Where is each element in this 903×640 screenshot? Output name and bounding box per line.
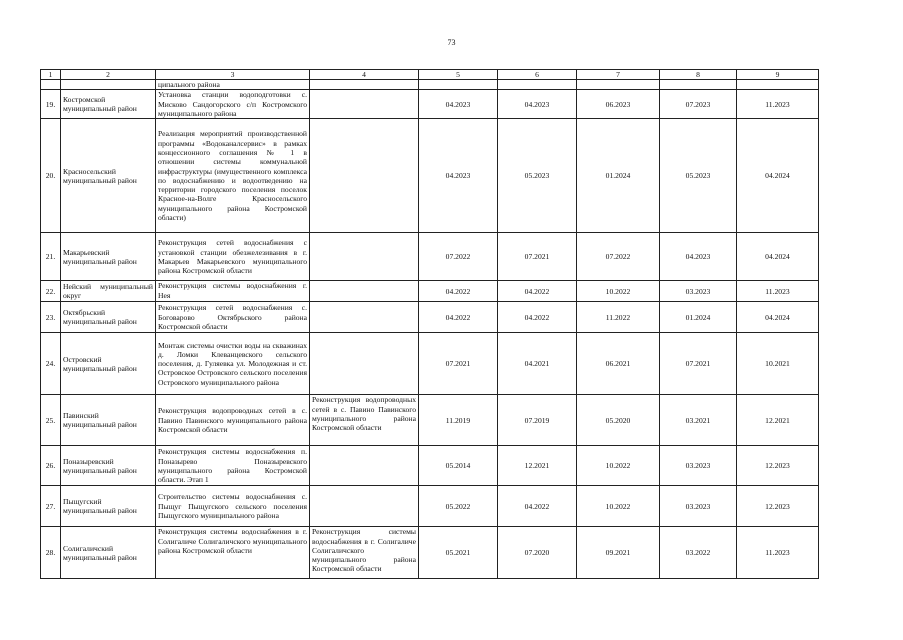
date-col7: 09.2021 bbox=[577, 527, 660, 579]
date-col5: 11.2019 bbox=[419, 395, 498, 446]
table-row bbox=[41, 446, 819, 486]
date-col8: 01.2024 bbox=[660, 302, 737, 333]
district-name: Пыщугский муниципальный район bbox=[61, 486, 156, 527]
date-col6: 07.2021 bbox=[498, 233, 577, 281]
project-description: Реконструкция системы водоснабжения п. Поназырево Поназыревского муниципального района Костромской области. Этап 1 bbox=[156, 446, 310, 486]
project-detail bbox=[310, 333, 419, 395]
district-name: Павинский муниципальный район bbox=[61, 395, 156, 446]
project-detail bbox=[310, 281, 419, 302]
date-col5: 07.2021 bbox=[419, 333, 498, 395]
date-col9: 04.2024 bbox=[737, 233, 819, 281]
project-description: Реконструкция водопроводных сетей в с. Павино Павинского муниципального района Костромской области bbox=[156, 395, 310, 446]
date-col8: 03.2021 bbox=[660, 395, 737, 446]
table-row bbox=[41, 395, 819, 446]
project-description: Реконструкция системы водоснабжения г. Нея bbox=[156, 281, 310, 302]
project-description: Реконструкция сетей водоснабжения с. Боговарово Октябрьского района Костромской области bbox=[156, 302, 310, 333]
column-header: 5 bbox=[419, 70, 498, 80]
project-detail: Реконструкция системы водоснабжения в г. Солигаличе Солигаличского муниципального района Костромской области bbox=[310, 527, 419, 579]
project-description: Реконструкция сетей водоснабжения с установкой станции обезжелезивания в г. Макарьев Макарьевского муниципального района Костромской области bbox=[156, 233, 310, 281]
district-name: Костромской муниципальный район bbox=[61, 90, 156, 119]
date-col7: 06.2023 bbox=[577, 90, 660, 119]
date-col5: 05.2022 bbox=[419, 486, 498, 527]
project-detail bbox=[310, 302, 419, 333]
date-col8: 04.2023 bbox=[660, 233, 737, 281]
date-col6: 04.2022 bbox=[498, 302, 577, 333]
date-col5: 04.2022 bbox=[419, 281, 498, 302]
project-description: Строительство системы водоснабжения с. Пыщуг Пыщугского сельского поселения Пыщугского муниципального района bbox=[156, 486, 310, 527]
page-number: 73 bbox=[447, 38, 456, 47]
date-col8: 07.2023 bbox=[660, 90, 737, 119]
district-name: Макарьевский муниципальный район bbox=[61, 233, 156, 281]
date-col6: 12.2021 bbox=[498, 446, 577, 486]
table-row bbox=[41, 527, 819, 579]
row-number: 20. bbox=[41, 119, 61, 233]
date-col6: 05.2023 bbox=[498, 119, 577, 233]
project-description: Установка станции водоподготовки с. Мисково Сандогорского с/п Костромского муниципального района bbox=[156, 90, 310, 119]
date-col9: 12.2021 bbox=[737, 395, 819, 446]
column-header: 9 bbox=[737, 70, 819, 80]
date-col8: 03.2022 bbox=[660, 527, 737, 579]
row-number: 27. bbox=[41, 486, 61, 527]
project-detail bbox=[310, 90, 419, 119]
date-col9: 12.2023 bbox=[737, 446, 819, 486]
district-name: Нейский муниципальный округ bbox=[61, 281, 156, 302]
date-col7: 10.2022 bbox=[577, 281, 660, 302]
date-col7: 06.2021 bbox=[577, 333, 660, 395]
row-number: 22. bbox=[41, 281, 61, 302]
column-header: 1 bbox=[41, 70, 61, 80]
date-col5: 04.2023 bbox=[419, 119, 498, 233]
table-row bbox=[41, 281, 819, 302]
table-row bbox=[41, 233, 819, 281]
column-header: 3 bbox=[156, 70, 310, 80]
table-row bbox=[41, 119, 819, 233]
date-col6: 04.2022 bbox=[498, 486, 577, 527]
row-number: 26. bbox=[41, 446, 61, 486]
row-number: 24. bbox=[41, 333, 61, 395]
table-row bbox=[41, 486, 819, 527]
date-col9: 11.2023 bbox=[737, 527, 819, 579]
project-detail bbox=[310, 486, 419, 527]
date-col8: 03.2023 bbox=[660, 446, 737, 486]
district-name: Поназыревский муниципальный район bbox=[61, 446, 156, 486]
column-header: 7 bbox=[577, 70, 660, 80]
row-number: 25. bbox=[41, 395, 61, 446]
date-col7: 07.2022 bbox=[577, 233, 660, 281]
date-col7: 10.2022 bbox=[577, 486, 660, 527]
date-col7: 11.2022 bbox=[577, 302, 660, 333]
date-col5: 05.2021 bbox=[419, 527, 498, 579]
project-detail bbox=[310, 446, 419, 486]
continuation-row bbox=[41, 80, 819, 90]
row-number: 28. bbox=[41, 527, 61, 579]
project-description: Реализация мероприятий производственной программы «Водоканалсервис» в рамках концессионного соглашения № 1 в отношении системы коммунальной инфраструктуры (имущественного комплекса по водоснабжению и водоотведению на территории городского поселения поселок Красное-на-Волге Красносельского муниципального района Костромской области) bbox=[156, 119, 310, 233]
header-row bbox=[41, 70, 819, 80]
date-col5: 07.2022 bbox=[419, 233, 498, 281]
project-detail bbox=[310, 119, 419, 233]
row-number: 21. bbox=[41, 233, 61, 281]
date-col6: 04.2023 bbox=[498, 90, 577, 119]
date-col9: 11.2023 bbox=[737, 281, 819, 302]
row-number: 19. bbox=[41, 90, 61, 119]
date-col7: 10.2022 bbox=[577, 446, 660, 486]
project-detail: Реконструкция водопроводных сетей в с. Павино Павинского муниципального района Костромской области bbox=[310, 395, 419, 446]
table-row bbox=[41, 333, 819, 395]
date-col9: 10.2021 bbox=[737, 333, 819, 395]
date-col5: 04.2022 bbox=[419, 302, 498, 333]
date-col5: 05.2014 bbox=[419, 446, 498, 486]
district-name: Красносельский муниципальный район bbox=[61, 119, 156, 233]
column-header: 2 bbox=[61, 70, 156, 80]
column-header: 8 bbox=[660, 70, 737, 80]
column-header: 6 bbox=[498, 70, 577, 80]
project-description: Реконструкция системы водоснабжения в г. Солигаличе Солигаличского муниципального района Костромской области bbox=[156, 527, 310, 579]
date-col9: 12.2023 bbox=[737, 486, 819, 527]
date-col8: 05.2023 bbox=[660, 119, 737, 233]
date-col8: 03.2023 bbox=[660, 486, 737, 527]
project-description: Монтаж системы очистки воды на скважинах д. Ломки Клеванцевского сельского поселения, д. Гуляевка ул. Молодежная и ст. Островское Островского сельского поселения Островского муниципального района bbox=[156, 333, 310, 395]
continuation-description: ципального района bbox=[156, 80, 310, 90]
project-detail bbox=[310, 233, 419, 281]
date-col6: 07.2020 bbox=[498, 527, 577, 579]
date-col7: 05.2020 bbox=[577, 395, 660, 446]
date-col5: 04.2023 bbox=[419, 90, 498, 119]
date-col9: 11.2023 bbox=[737, 90, 819, 119]
date-col8: 03.2023 bbox=[660, 281, 737, 302]
column-header: 4 bbox=[310, 70, 419, 80]
date-col6: 04.2021 bbox=[498, 333, 577, 395]
date-col9: 04.2024 bbox=[737, 119, 819, 233]
row-number: 23. bbox=[41, 302, 61, 333]
date-col7: 01.2024 bbox=[577, 119, 660, 233]
district-name: Октябрьский муниципальный район bbox=[61, 302, 156, 333]
date-col6: 04.2022 bbox=[498, 281, 577, 302]
table-row bbox=[41, 90, 819, 119]
date-col6: 07.2019 bbox=[498, 395, 577, 446]
table-row bbox=[41, 302, 819, 333]
date-col8: 07.2021 bbox=[660, 333, 737, 395]
district-name: Солигаличский муниципальный район bbox=[61, 527, 156, 579]
schedule-table bbox=[40, 69, 819, 579]
date-col9: 04.2024 bbox=[737, 302, 819, 333]
district-name: Островский муниципальный район bbox=[61, 333, 156, 395]
